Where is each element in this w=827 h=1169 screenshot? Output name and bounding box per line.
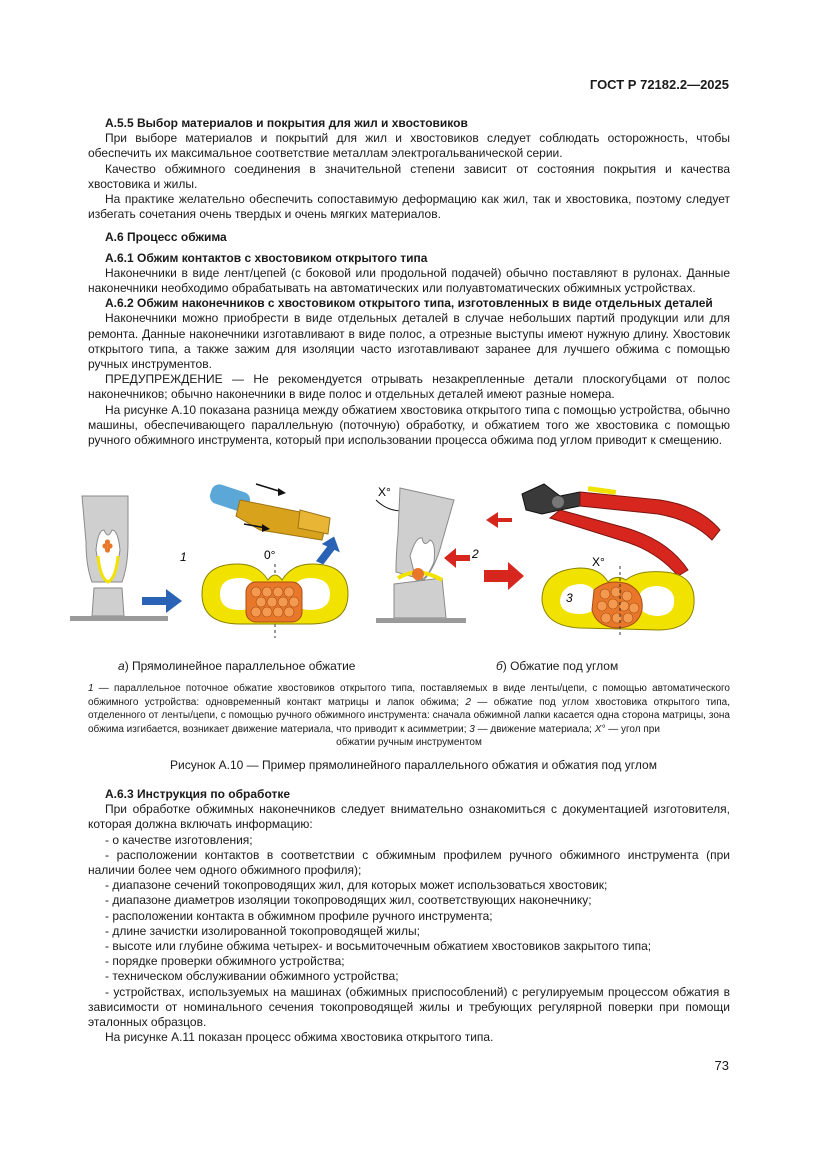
section-heading-a62: А.6.2 Обжим наконечников с хвостовиком открытого типа, изготовленных в виде отдельных деталей xyxy=(105,296,713,311)
legend-text-2: — обжатие под углом хвостовика открытого типа, отделенного от ленты/цепи, с помощью ручного обжимного инструмента: сначала обжимной лапки касается одна сторона матрицы, зона обжима изгибается, возникает движение материала, что приводит к асимметрии; xyxy=(88,696,730,735)
label-1: 1 xyxy=(180,550,187,564)
caption-part-a xyxy=(118,659,355,673)
list-item: - порядке проверки обжимного устройства; xyxy=(105,954,345,969)
angle-zero-label: 0° xyxy=(264,548,276,562)
legend-key-1: 1 xyxy=(88,683,94,694)
list-item: - длине зачистки изолированной токопроводящей жилы; xyxy=(105,923,420,938)
legend-text-last: обжатии ручным инструментом xyxy=(336,737,482,749)
crimping-tool-image xyxy=(522,484,720,576)
label-3: 3 xyxy=(566,591,573,605)
legend-text-3: — движение материала; xyxy=(474,723,595,735)
list-item: - высоте или глубине обжима четырех- и восьмиточечным обжатием хвостовиков закрытого типа; xyxy=(105,939,652,954)
figure-title: Рисунок А.10 — Пример прямолинейного параллельного обжатия и обжатия под углом xyxy=(170,758,657,772)
legend-text-x: — угол при xyxy=(605,723,660,735)
list-item: - расположении контакта в обжимном профиле ручного инструмента; xyxy=(105,908,493,923)
legend-text-1: — параллельное поточное обжатие хвостовиков открытого типа, поставляемых в виде ленты/цепи, с помощью автоматического обжимного устройства: одновременный контакт матрицы и лапок обжима; xyxy=(88,683,730,708)
figure-a10-illustration xyxy=(60,470,760,660)
paragraph: На рисунке А.10 показана разница между обжатием хвостовика открытого типа с помощью устройства, обычно машины, обеспечивающего параллельную (поточную) обработку, и обжатием того же хвостовика с помощью ручного обжимного инструмента, который при использовании процесса обжима под углом приводит к смещению. xyxy=(88,402,730,448)
arrow-right-icon xyxy=(142,589,182,613)
page-number: 73 xyxy=(714,1058,729,1073)
arrow-right-icon xyxy=(484,562,524,590)
angle-x-label-2: X° xyxy=(592,555,605,569)
list-item: - о качестве изготовления; xyxy=(105,832,253,847)
paragraph: При обработке обжимных наконечников следует внимательно ознакомиться с документацией изготовителя, которая должна включать информацию: xyxy=(88,802,730,832)
caption-a-letter: а xyxy=(118,659,125,673)
list-item: - устройствах, используемых на машинах (обжимных приспособлений) с регулируемым процессом обжатия в зависимости от номинального сечения токопроводящей жилы и требующих регулярной поверки при помощи эталонных образцов. xyxy=(88,984,730,1030)
paragraph: Наконечники в виде лент/цепей (с боковой или продольной подачей) обычно поставляют в рулонах. Данные наконечники необходимо обрабатывать на автоматических или полуавтоматических обжимных устройствах. xyxy=(88,265,730,296)
caption-part-b xyxy=(496,659,618,673)
arrow-left-icon xyxy=(486,512,512,528)
caption-b-letter: б xyxy=(496,659,503,673)
legend-key-x: X° xyxy=(594,723,606,735)
paragraph: На рисунке А.11 показан процесс обжима хвостовика открытого типа. xyxy=(105,1030,494,1045)
text-block-bottom xyxy=(88,787,730,1045)
paragraph: Наконечники можно приобрести в виде отдельных деталей в случае небольших партий продукции или для ремонта. Данные наконечники изготавливают в виде полос, а отрезные выступы имеют нужную длину. Хвостовик открытого типа, а также зажим для изоляции часто изготавливают заранее для лучшего обжима с помощью ручных инструментов. xyxy=(88,311,730,372)
text-block-top xyxy=(88,116,730,448)
list-item: - диапазоне диаметров изоляции токопроводящих жил, соответствующих наконечнику; xyxy=(105,893,592,908)
section-heading-a6: А.6 Процесс обжима xyxy=(105,230,227,245)
document-id: ГОСТ Р 72182.2—2025 xyxy=(589,77,729,92)
section-heading-a61: А.6.1 Обжим контактов с хвостовиком открытого типа xyxy=(105,250,428,265)
terminal-contact-image xyxy=(208,482,330,540)
section-heading-a63: А.6.3 Инструкция по обработке xyxy=(105,787,291,801)
legend-key-2: 2 xyxy=(465,696,471,708)
caption-a-text: ) Прямолинейное параллельное обжатие xyxy=(124,659,356,673)
caption-b-text: ) Обжатие под углом xyxy=(502,659,619,673)
section-heading-a55: А.5.5 Выбор материалов и покрытия для жил и хвостовиков xyxy=(105,116,468,130)
list-item: - расположении контактов в соответствии с обжимным профилем ручного обжимного инструмента (при наличии более чем одного обжимного профиля); xyxy=(88,847,730,878)
paragraph: Качество обжимного соединения в значительной степени зависит от состояния покрытия и качества хвостовика и жилы. xyxy=(88,161,730,191)
legend-key-3: 3 xyxy=(469,723,475,735)
angled-crimp-cross-section xyxy=(542,566,694,638)
paragraph: На практике желательно обеспечить сопоставимую деформацию как жил, так и хвостовика, поэтому следует избегать сочетания очень твердых и очень мягких материалов. xyxy=(88,192,730,222)
list-item: - техническом обслуживании обжимного устройства; xyxy=(105,969,399,984)
figure-legend xyxy=(88,682,730,750)
arrow-left-icon xyxy=(444,548,470,568)
angle-x-label-1: X° xyxy=(378,485,391,499)
label-2: 2 xyxy=(472,547,479,561)
warning-paragraph: ПРЕДУПРЕЖДЕНИЕ — Не рекомендуется отрывать незакрепленные детали плоскогубцами от полос наконечников; обычно наконечники в виде полос и отдельных деталей имеют разные номера. xyxy=(88,372,730,402)
paragraph: При выборе материалов и покрытий для жил и хвостовиков следует соблюдать осторожность, чтобы обеспечить их максимальное соответствие металлам электрогальванической серии. xyxy=(88,131,730,161)
list-item: - диапазоне сечений токопроводящих жил, для которых может использоваться хвостовик; xyxy=(105,878,608,893)
